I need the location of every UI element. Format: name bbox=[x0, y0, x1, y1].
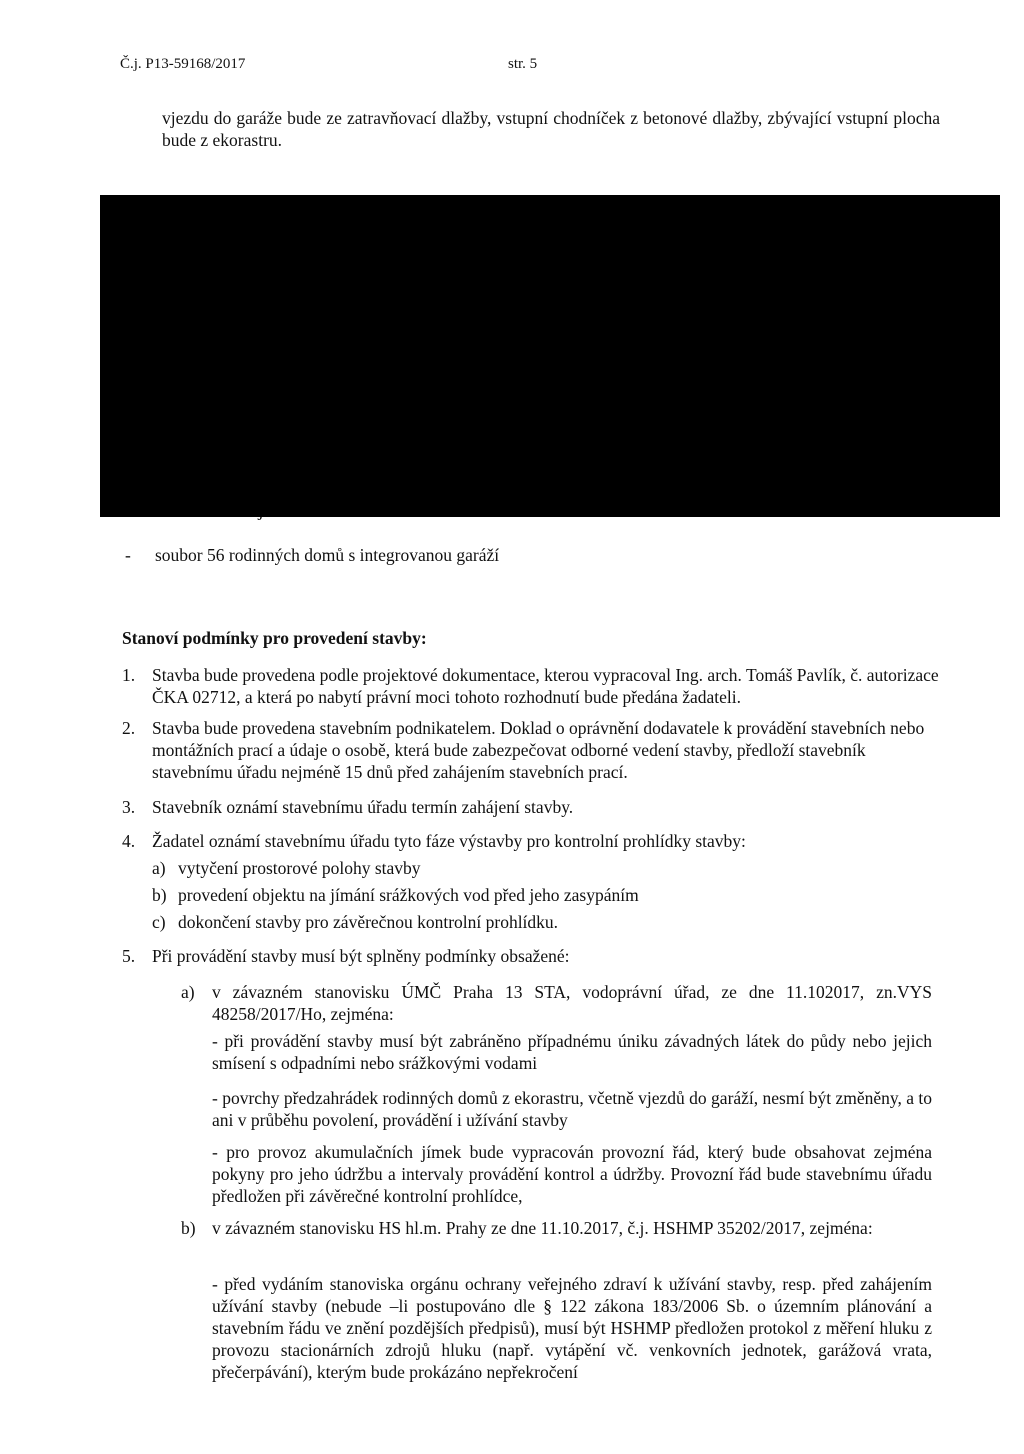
requirement-bullet: - pro provoz akumulačních jímek bude vypracován provozní řád, který bude obsahovat zejména pokyny pro jeho údržbu a intervaly provádění kontrol a údržby. Provozní řád bude stavebnímu úřadu předložen při závěrečné kontrolní prohlídce, bbox=[212, 1142, 932, 1206]
condition-number: 4. bbox=[122, 831, 136, 851]
sub-text: v závazném stanovisku ÚMČ Praha 13 STA, vodoprávní úřad, ze dne 11.102017, zn.VYS 48258/2017/Ho, zejména: bbox=[212, 982, 932, 1024]
condition-number: 5. bbox=[122, 946, 136, 966]
condition-number: 2. bbox=[122, 718, 136, 738]
redaction-block bbox=[100, 195, 1000, 517]
reference-number: Č.j. P13-59168/2017 bbox=[120, 56, 246, 72]
condition-text: Stavba bude provedena podle projektové dokumentace, kterou vypracoval Ing. arch. Tomáš Pavlík, č. autorizace ČKA 02712, a která po nabytí právní moci tohoto rozhodnutí bude předána žadateli. bbox=[152, 665, 939, 707]
condition-text: Stavebník oznámí stavebnímu úřadu termín zahájení stavby. bbox=[152, 797, 574, 817]
sub-letter: b) bbox=[152, 885, 167, 905]
conditions-heading: Stanoví podmínky pro provedení stavby: bbox=[122, 628, 427, 648]
sub-text: v závazném stanovisku HS hl.m. Prahy ze dne 11.10.2017, č.j. HSHMP 35202/2017, zejména: bbox=[212, 1218, 873, 1238]
page-number: str. 5 bbox=[508, 56, 538, 72]
sub-letter: a) bbox=[152, 858, 166, 878]
sub-letter: a) bbox=[181, 982, 195, 1002]
condition-text: Stavba bude provedena stavebním podnikatelem. Doklad o oprávnění dodavatele k provádění stavebních nebo montážních prací a údaje o osobě, která bude zabezpečovat odborné vedení stavby, předloží stavebník stavebnímu úřadu nejméně 15 dnů před zahájením stavebních prací. bbox=[152, 718, 925, 782]
sub-text: vytyčení prostorové polohy stavby bbox=[178, 858, 421, 878]
condition-text: Žadatel oznámí stavebnímu úřadu tyto fáze výstavby pro kontrolní prohlídky stavby: bbox=[152, 831, 746, 851]
sub-text: dokončení stavby pro závěrečnou kontrolní prohlídku. bbox=[178, 912, 559, 932]
sub-letter: c) bbox=[152, 912, 166, 932]
contents-item: soubor 56 rodinných domů s integrovanou garáží bbox=[155, 545, 500, 565]
condition-number: 1. bbox=[122, 665, 136, 685]
condition-number: 3. bbox=[122, 797, 136, 817]
sub-text: provedení objektu na jímání srážkových vod před jeho zasypáním bbox=[178, 885, 639, 905]
sub-letter: b) bbox=[181, 1218, 196, 1238]
intro-paragraph: vjezdu do garáže bude ze zatravňovací dlažby, vstupní chodníček z betonové dlažby, zbývající vstupní plocha bude z ekorastru. bbox=[162, 108, 940, 150]
requirement-bullet: - před vydáním stanoviska orgánu ochrany veřejného zdraví k užívání stavby, resp. před zahájením užívání stavby (nebude –li postupováno dle § 122 zákona 183/2006 Sb. o územním plánování a stavebním řádu ve znění pozdějších předpisů), musí být HSHMP předložen protokol z měření hluku z provozu stacionárních zdrojů hluku (např. vytápění vč. venkovních jednotek, garážová vrata, přečerpávání), kterým bude prokázáno nepřekročení bbox=[212, 1274, 932, 1382]
condition-text: Při provádění stavby musí být splněny podmínky obsažené: bbox=[152, 946, 570, 966]
requirement-bullet: - při provádění stavby musí být zabráněno případnému úniku závadných látek do půdy nebo jejich smísení s odpadními nebo srážkovými vodami bbox=[212, 1031, 932, 1073]
requirement-bullet: - povrchy předzahrádek rodinných domů z ekorastru, včetně vjezdů do garáží, nesmí být změněny, a to ani v průběhu povolení, provádění i užívání stavby bbox=[212, 1088, 932, 1130]
contents-dash: - bbox=[125, 545, 131, 565]
